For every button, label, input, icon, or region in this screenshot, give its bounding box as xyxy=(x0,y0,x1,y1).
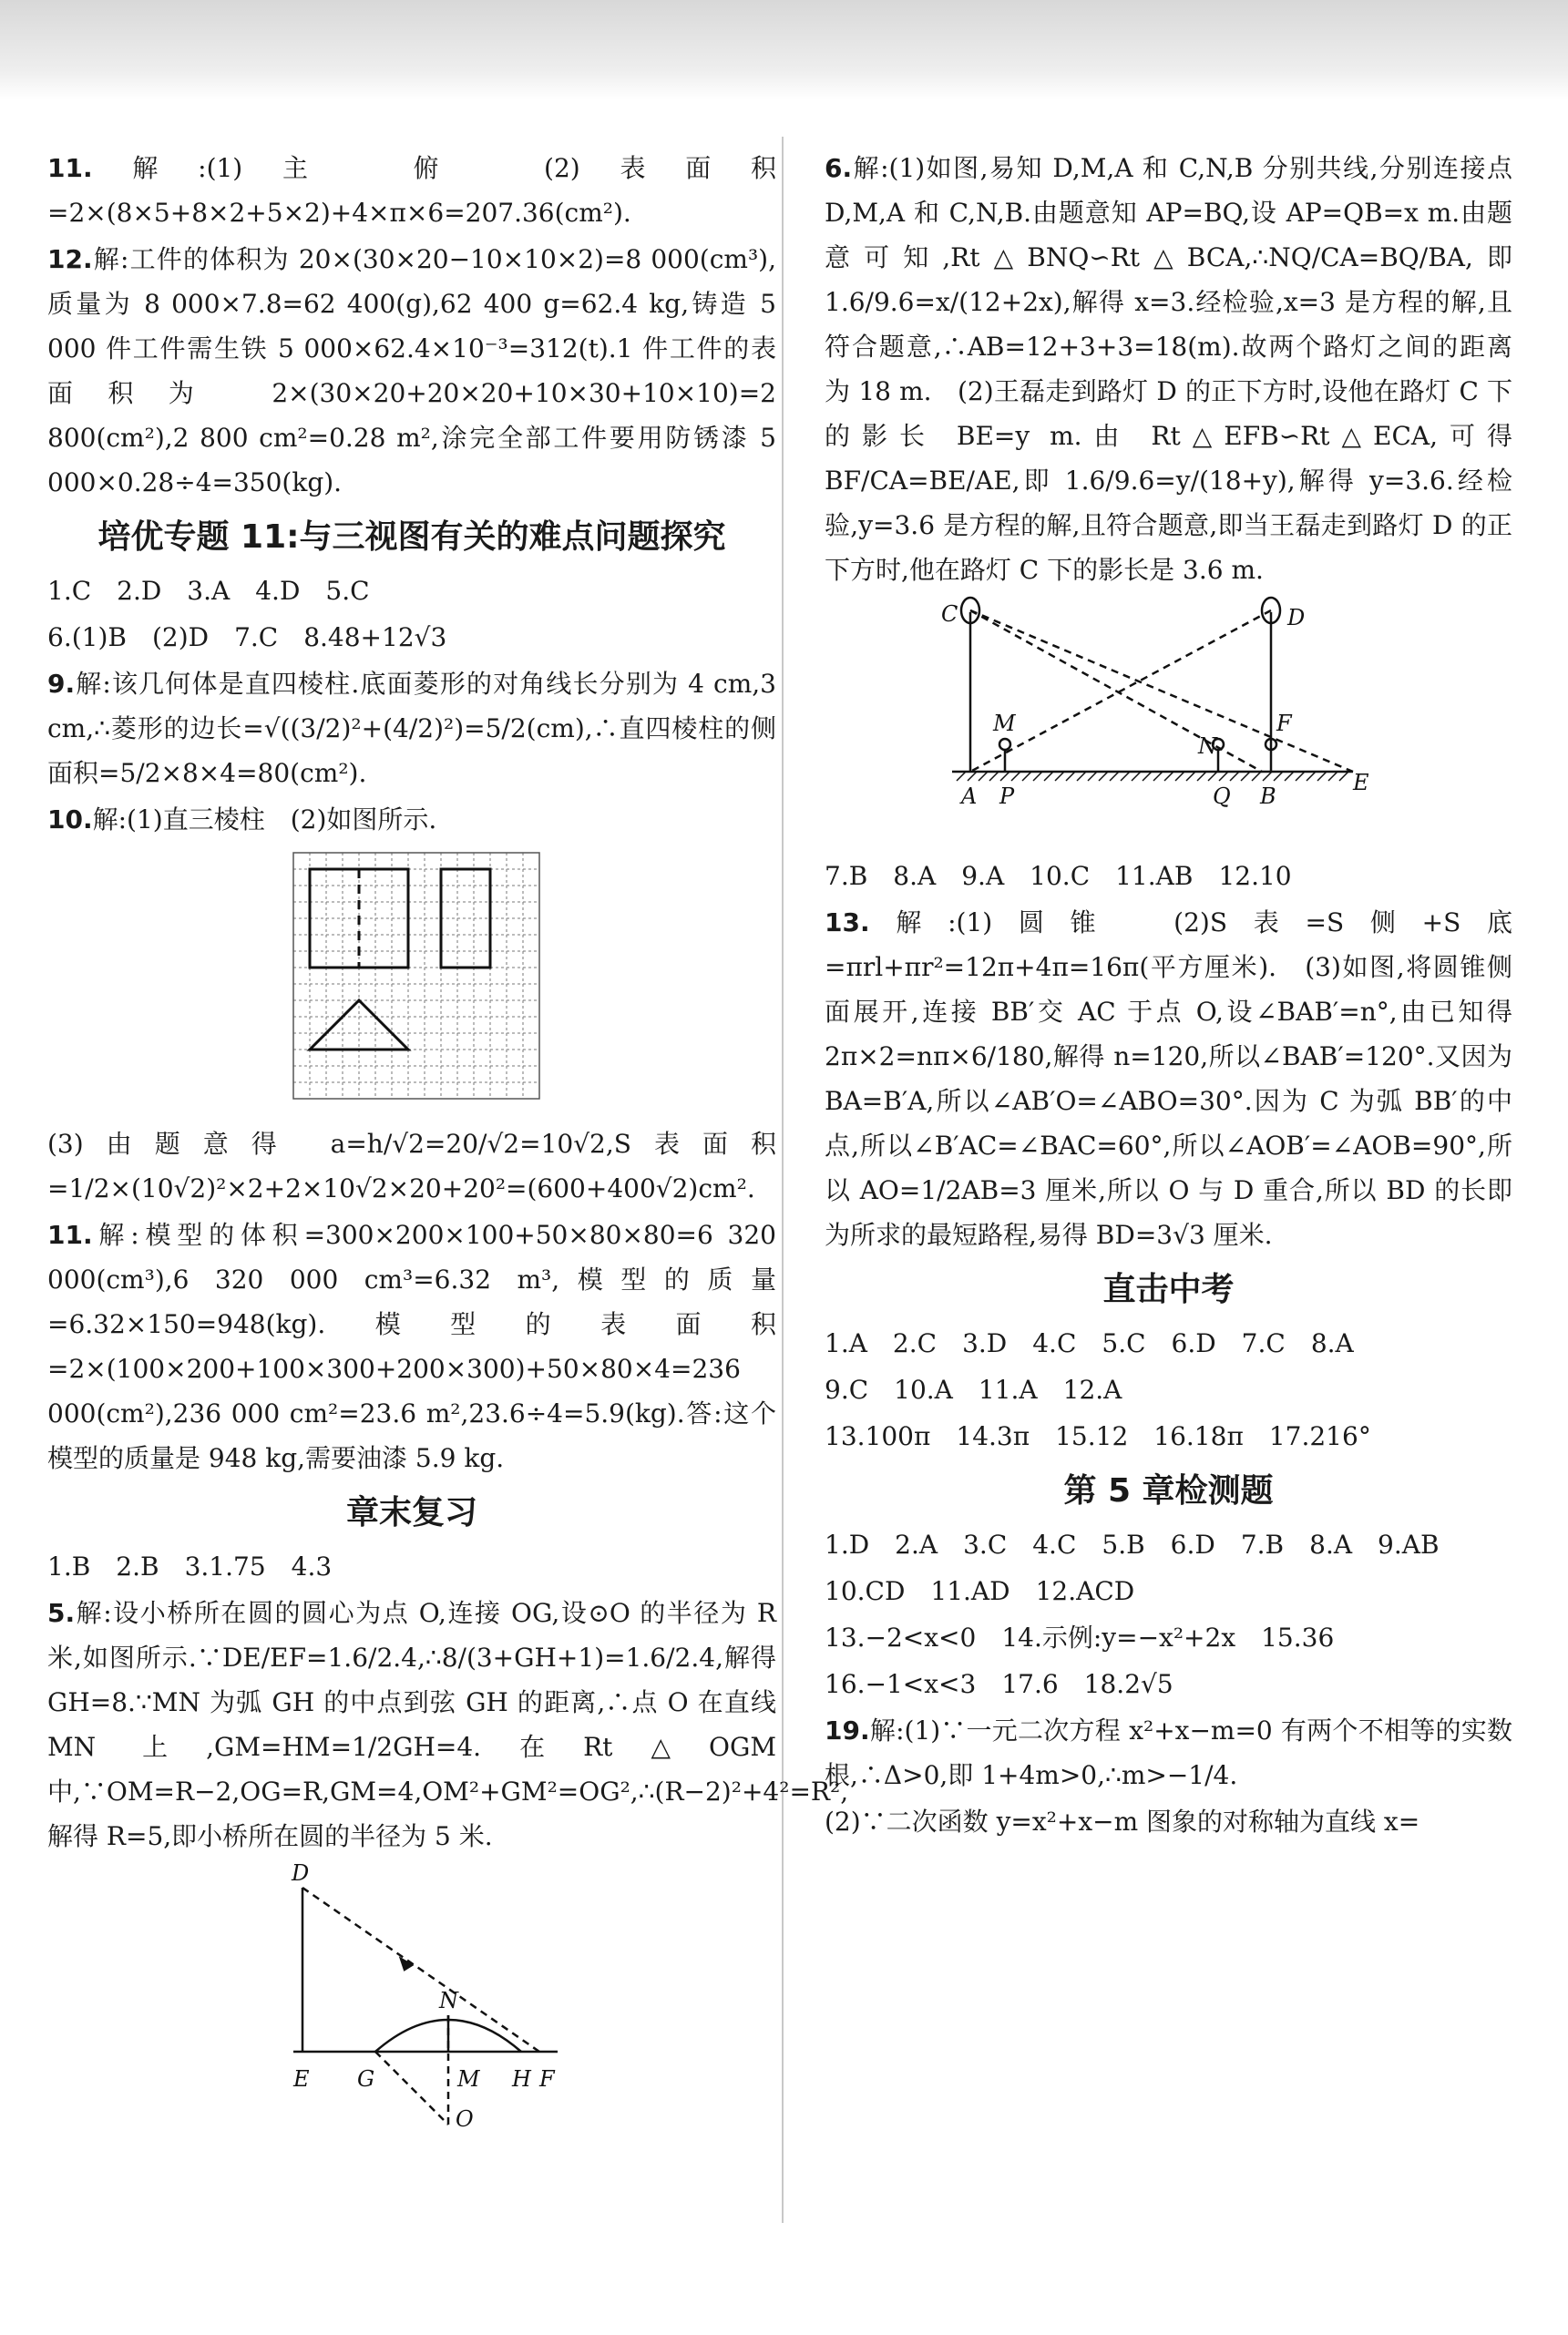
answer-paragraph xyxy=(47,1544,776,1589)
question-number: 6. xyxy=(825,153,853,183)
question-number: 10. xyxy=(47,804,93,835)
lamps-figure-wrap xyxy=(825,594,1512,854)
answer-text: 1.A 2.C 3.D 4.C 5.C 6.D 7.C 8.A xyxy=(825,1328,1354,1358)
answer-paragraph xyxy=(825,1321,1512,1366)
question-number: 19. xyxy=(825,1715,870,1746)
question-number: 9. xyxy=(47,669,76,699)
heading-text: 直击中考 xyxy=(1102,1271,1235,1308)
section-heading xyxy=(47,510,776,565)
answer-text: 解:模型的体积=300×200×100+50×80×80=6 320 000(cm³),6 320 000 cm³=6.32 m³,模型的质量=6.32×150=948(kg).模型的表面积=2×(100×200+100×300+200×300)+50×80×4=236 000(cm²),236 000 cm²=23.6 m²,23.6÷4=5.9(kg).答:这个模型的质量是 948 kg,需要油漆 5.9 kg. xyxy=(47,1220,776,1473)
label-O: O xyxy=(456,2106,474,2132)
label-H: H xyxy=(512,2066,531,2092)
question-number: 11. xyxy=(47,1220,93,1250)
label-M: M xyxy=(457,2066,480,2092)
label-D: D xyxy=(292,1860,310,1886)
grid-figure-wrap xyxy=(47,844,776,1121)
answer-text: 10.CD 11.AD 12.ACD xyxy=(825,1576,1135,1606)
answer-paragraph xyxy=(825,1414,1512,1459)
label-M: M xyxy=(993,711,1016,736)
answer-text: (3)由题意得 a=h/√2=20/√2=10√2,S表面积=1/2×(10√2)²×2+2×10√2×20+20²=(600+400√2)cm². xyxy=(47,1129,776,1203)
answer-paragraph xyxy=(47,1121,776,1211)
label-B: B xyxy=(1260,783,1276,809)
bridge-figure xyxy=(47,1860,776,2134)
grid-figure xyxy=(47,844,776,1108)
label-P: P xyxy=(999,783,1015,809)
label-A: A xyxy=(961,783,978,809)
section-heading xyxy=(825,1263,1512,1317)
answer-text: 解:(1)∵一元二次方程 x²+x−m=0 有两个不相等的实数根,∴Δ>0,即 1+4m>0,∴m>−1/4. xyxy=(825,1715,1512,1790)
answer-paragraph xyxy=(47,615,776,660)
answer-text: 1.B 2.B 3.1.75 4.3 xyxy=(47,1552,333,1582)
heading-text: 第 5 章检测题 xyxy=(1063,1472,1274,1510)
label-F: F xyxy=(539,2066,555,2092)
answer-text: 1.C 2.D 3.A 4.D 5.C xyxy=(47,576,370,606)
question-number: 11. xyxy=(47,153,93,183)
label-F: F xyxy=(1276,711,1292,736)
answer-text: 7.B 8.A 9.A 10.C 11.AB 12.10 xyxy=(825,861,1292,891)
label-N: N xyxy=(1198,733,1217,759)
question-number: 12. xyxy=(47,244,93,274)
streetlamp-figure xyxy=(825,594,1512,840)
answer-paragraph xyxy=(825,1569,1512,1613)
answer-text: 13.100π 14.3π 15.12 16.18π 17.216° xyxy=(825,1421,1371,1451)
answer-text: 解:该几何体是直四棱柱.底面菱形的对角线长分别为 4 cm,3 cm,∴菱形的边长=√((3/2)²+(4/2)²)=5/2(cm),∴直四棱柱的侧面积=5/2×8×4=80(cm²). xyxy=(47,669,776,788)
answer-paragraph xyxy=(825,1367,1512,1412)
bridge-figure-wrap xyxy=(47,1860,776,2147)
column-divider xyxy=(782,137,784,2223)
answer-text: 16.−1<x<3 17.6 18.2√5 xyxy=(825,1669,1173,1699)
answer-text: 解:(1)主 俯 (2)表面积=2×(8×5+8×2+5×2)+4×π×6=207.36(cm²). xyxy=(47,153,776,228)
answer-paragraph xyxy=(825,854,1512,898)
label-N: N xyxy=(439,1988,458,2013)
answer-text: 9.C 10.A 11.A 12.A xyxy=(825,1375,1122,1405)
answer-text: 1.D 2.A 3.C 4.C 5.B 6.D 7.B 8.A 9.AB xyxy=(825,1530,1440,1560)
answer-paragraph xyxy=(825,1662,1512,1706)
answer-paragraph xyxy=(47,661,776,795)
answer-paragraph xyxy=(825,146,1512,592)
label-C: C xyxy=(941,601,958,627)
section-heading xyxy=(47,1486,776,1541)
answer-text: (2)∵二次函数 y=x²+x−m 图象的对称轴为直线 x= xyxy=(825,1807,1420,1837)
answer-text: 解:工件的体积为 20×(30×20−10×10×2)=8 000(cm³),质量为 8 000×7.8=62 400(g),62 400 g=62.4 kg,铸造 5 000 件工件需生铁 5 000×62.4×10⁻³=312(t).1 件工件的表面积为 2×(30×20+20×20+10×30+10×10)=2 800(cm²),2 800 cm²=0.28 m²,涂完全部工件要用防锈漆 5 000×0.28÷4=350(kg). xyxy=(47,244,776,497)
answer-paragraph xyxy=(47,568,776,613)
answer-paragraph xyxy=(825,1615,1512,1660)
heading-text: 培优专题 11:与三视图有关的难点问题探究 xyxy=(97,518,726,556)
label-D: D xyxy=(1287,605,1306,630)
answer-text: 解:(1)如图,易知 D,M,A 和 C,N,B 分别共线,分别连接点 D,M,A 和 C,N,B.由题意知 AP=BQ,设 AP=QB=x m.由题意可知,Rt△BNQ∽Rt△BCA,∴NQ/CA=BQ/BA,即 1.6/9.6=x/(12+2x),解得 x=3.经检验,x=3 是方程的解,且符合题意,∴AB=12+3+3=18(m).故两个路灯之间的距离为 18 m. (2)王磊走到路灯 D 的正下方时,设他在路灯 C 下的影长 BE=y m.由 Rt△EFB∽Rt△ECA,可得 BF/CA=BE/AE,即 1.6/9.6=y/(18+y),解得 y=3.6.经检验,y=3.6 是方程的解,且符合题意,即当王磊走到路灯 D 的正下方时,他在路灯 C 下的影长是 3.6 m. xyxy=(825,153,1512,585)
answer-text: 解:(1)直三棱柱 (2)如图所示. xyxy=(92,804,437,835)
answer-paragraph xyxy=(47,237,776,505)
question-number: 5. xyxy=(47,1598,76,1628)
section-heading xyxy=(825,1464,1512,1519)
answer-text: 解:(1)圆锥 (2)S表=S侧+S底=πrl+πr²=12π+4π=16π(平方厘米). (3)如图,将圆锥侧面展开,连接 BB′交 AC 于点 O,设∠BAB′=n°,由已知得 2π×2=nπ×6/180,解得 n=120,所以∠BAB′=120°.又因为 BA=B′A,所以∠AB′O=∠ABO=30°.因为 C 为弧 BB′的中点,所以∠B′AC=∠BAC=60°,所以∠AOB′=∠AOB=90°,所以 AO=1/2AB=3 厘米,所以 O 与 D 重合,所以 BD 的长即为所求的最短路程,易得 BD=3√3 厘米. xyxy=(825,907,1512,1250)
answer-paragraph xyxy=(825,1799,1512,1844)
answer-paragraph xyxy=(47,797,776,842)
scan-top-band xyxy=(0,0,1568,100)
question-number: 13. xyxy=(825,907,870,937)
answer-paragraph xyxy=(47,146,776,235)
answer-paragraph xyxy=(825,1708,1512,1797)
answer-text: 6.(1)B (2)D 7.C 8.48+12√3 xyxy=(47,622,447,652)
answer-paragraph xyxy=(825,900,1512,1257)
label-Q: Q xyxy=(1213,783,1231,809)
answer-paragraph xyxy=(825,1522,1512,1567)
right-column xyxy=(825,146,1512,1846)
heading-text: 章末复习 xyxy=(345,1494,477,1531)
label-E: E xyxy=(293,2066,310,2092)
label-G: G xyxy=(357,2066,375,2092)
label-E: E xyxy=(1353,770,1369,795)
answer-text: 解:设小桥所在圆的圆心为点 O,连接 OG,设⊙O 的半径为 R 米,如图所示.∵DE/EF=1.6/2.4,∴8/(3+GH+1)=1.6/2.4,解得 GH=8.∵MN 为弧 GH 的中点到弦 GH 的距离,∴点 O 在直线 MN 上,GM=HM=1/2GH=4.在Rt△OGM 中,∵OM=R−2,OG=R,GM=4,OM²+GM²=OG²,∴(R−2)²+4²=R²,解得 R=5,即小桥所在圆的半径为 5 米. xyxy=(47,1598,849,1851)
answer-text: 13.−2<x<0 14.示例:y=−x²+2x 15.36 xyxy=(825,1623,1335,1653)
answer-paragraph xyxy=(47,1213,776,1480)
